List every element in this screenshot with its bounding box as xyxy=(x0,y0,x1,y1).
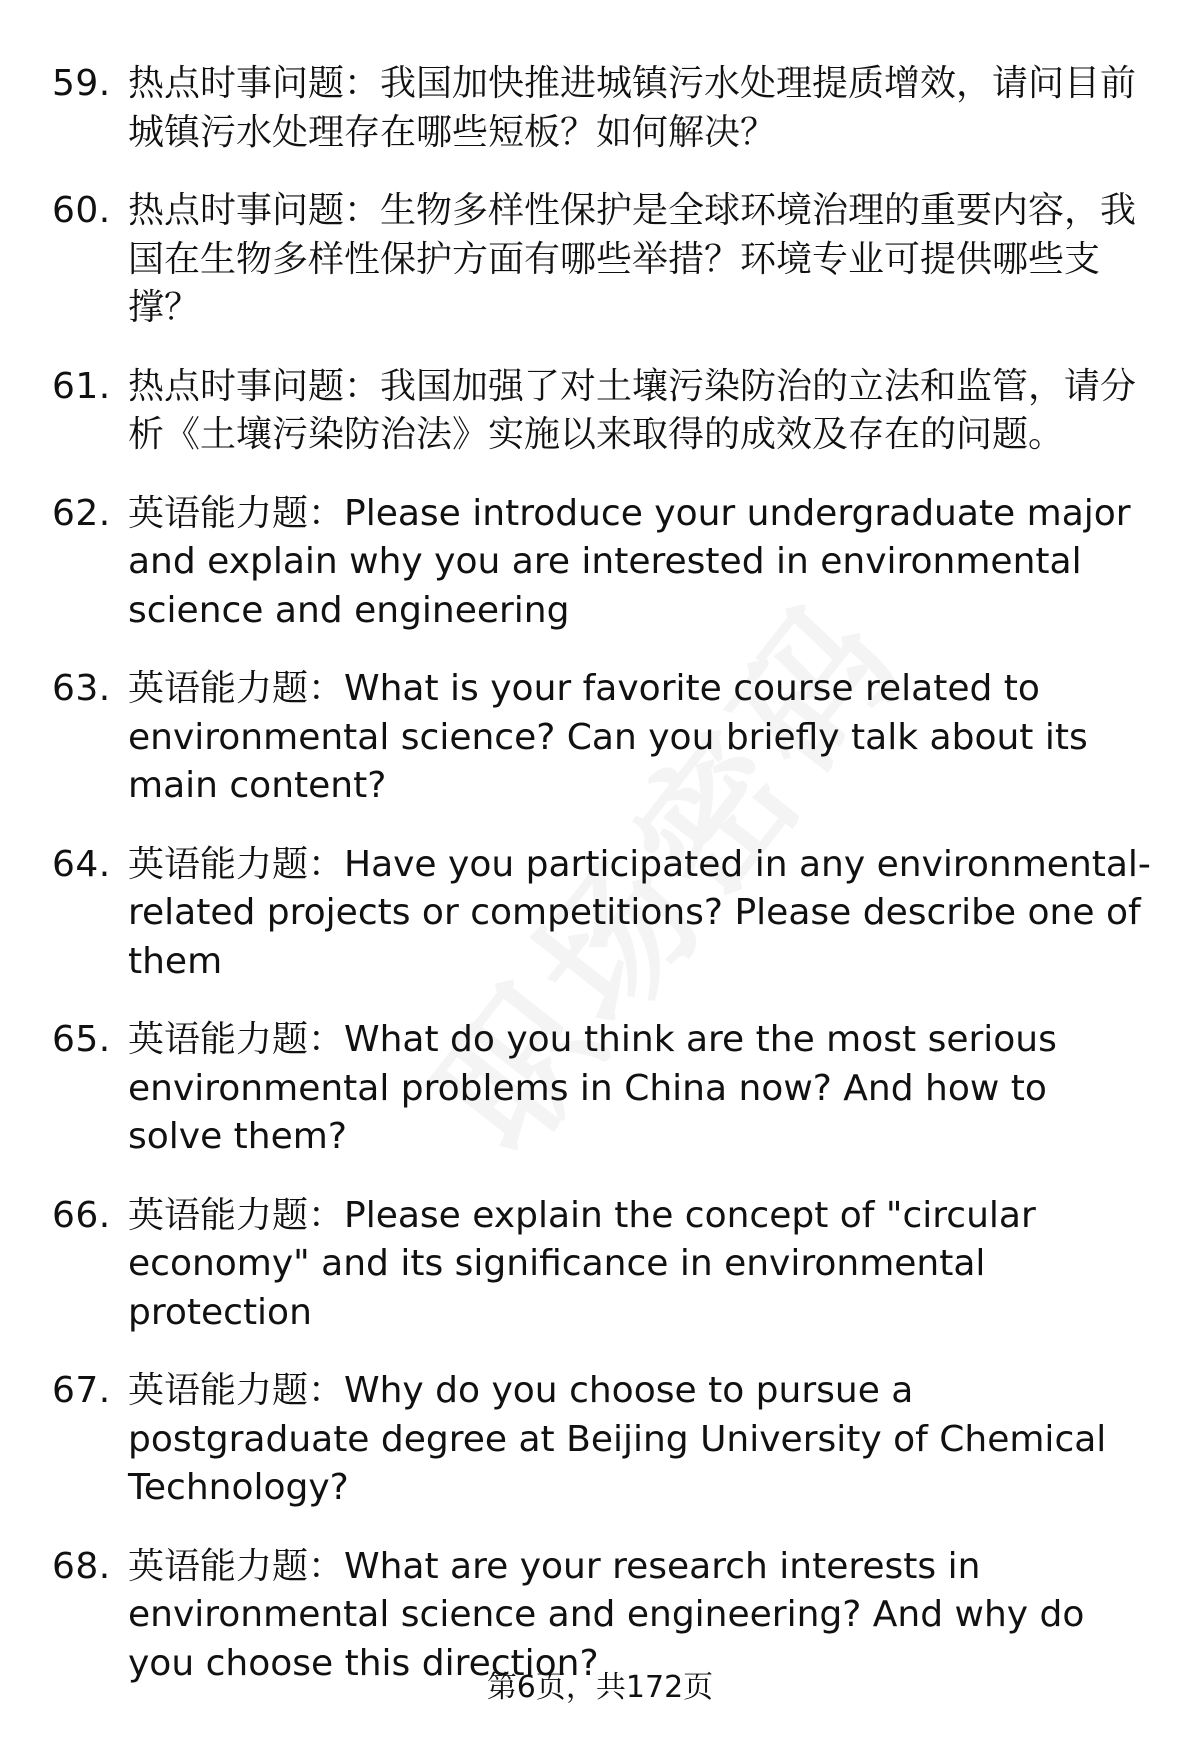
question-item xyxy=(52,841,1152,987)
question-number: 60. xyxy=(52,190,111,231)
question-text: 英语能力题：Have you participated in any environmental-related projects or competitions? Please describe one of them xyxy=(128,843,1151,982)
question-text: 英语能力题：What do you think are the most serious environmental problems in China now? And how to solve them? xyxy=(128,1019,1057,1157)
question-number: 62. xyxy=(52,492,111,534)
question-item xyxy=(52,187,1152,333)
question-text: 热点时事问题：生物多样性保护是全球环境治理的重要内容，我国在生物多样性保护方面有哪些举措？环境专业可提供哪些支撑？ xyxy=(128,190,1137,328)
question-item xyxy=(52,1016,1152,1162)
question-list xyxy=(52,60,1152,1718)
question-text: 英语能力题：What is your favorite course related to environmental science? Can you briefly talk about its main content? xyxy=(128,668,1088,806)
question-number: 66. xyxy=(52,1194,111,1236)
question-text: 英语能力题：Please explain the concept of "circular economy" and its significance in environmental protection xyxy=(128,1194,1036,1333)
question-number: 61. xyxy=(52,365,111,407)
question-text: 热点时事问题：我国加快推进城镇污水处理提质增效，请问目前城镇污水处理存在哪些短板？如何解决？ xyxy=(128,63,1137,153)
question-number: 63. xyxy=(52,668,111,709)
question-number: 67. xyxy=(52,1370,111,1411)
question-number: 59. xyxy=(52,63,111,104)
question-text: 英语能力题：What are your research interests in environmental science and engineering? And why do you choose this direction? xyxy=(128,1545,1085,1684)
question-number: 65. xyxy=(52,1019,111,1060)
question-item xyxy=(52,1367,1152,1513)
question-text: 英语能力题：Please introduce your undergraduate major and explain why you are interested in environmental science and engineering xyxy=(128,492,1131,631)
question-number: 64. xyxy=(52,843,111,885)
question-number: 68. xyxy=(52,1545,111,1587)
question-item xyxy=(52,490,1152,636)
question-item xyxy=(52,665,1152,811)
question-item xyxy=(52,363,1152,460)
question-item xyxy=(52,60,1152,157)
question-item xyxy=(52,1543,1152,1689)
page-number-footer: 第6页，共172页 xyxy=(486,1670,714,1705)
question-text: 热点时事问题：我国加强了对土壤污染防治的立法和监管，请分析《土壤污染防治法》实施以来取得的成效及存在的问题。 xyxy=(128,365,1137,455)
question-text: 英语能力题：Why do you choose to pursue a postgraduate degree at Beijing University of Chemical Technology? xyxy=(128,1370,1107,1508)
question-item xyxy=(52,1192,1152,1338)
